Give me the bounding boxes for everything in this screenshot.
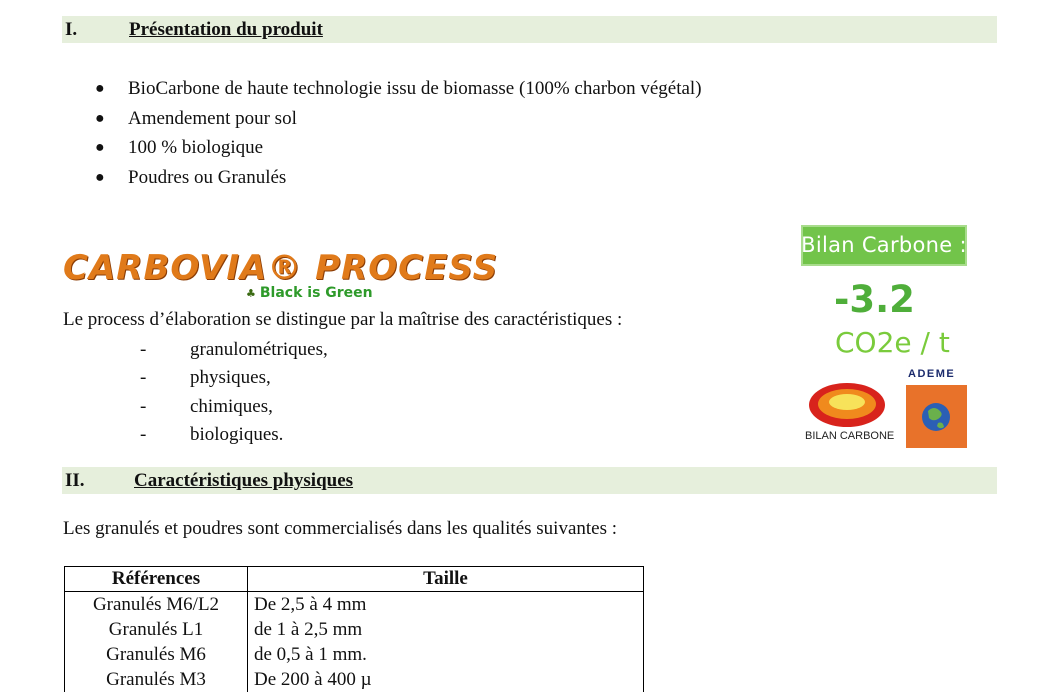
qualities-paragraph: Les granulés et poudres sont commercialisés dans les qualités suivantes :	[63, 518, 618, 539]
carbovia-logo	[63, 243, 499, 305]
table-row: Granulés L1 de 1 à 2,5 mm	[65, 617, 644, 642]
co2-unit: CO2e / t	[835, 326, 950, 359]
logo-tagline: ♣ Black is Green	[246, 285, 373, 301]
logo-wordmark: CARBOVIA® PROCESS	[63, 248, 499, 288]
ademe-label: ADEME	[908, 368, 956, 380]
table-row: Granulés M3 De 200 à 400 µ	[65, 667, 644, 692]
header-taille: Taille	[248, 567, 644, 592]
section-heading-2	[62, 467, 997, 494]
header-references: Références	[65, 567, 248, 592]
table-row: Granulés M6 de 0,5 à 1 mm.	[65, 642, 644, 667]
bullet-icon: ●	[95, 168, 105, 186]
intro-paragraph: Le process d’élaboration se distingue par la maîtrise des caractéristiques :	[63, 309, 623, 330]
bullet-icon: ●	[95, 109, 105, 127]
section-heading-1	[62, 16, 997, 43]
bilan-carbone-label: Bilan Carbone :	[801, 225, 967, 266]
references-table	[64, 566, 644, 692]
section-number: I.	[65, 19, 78, 40]
section-number: II.	[65, 470, 85, 491]
ademe-logo	[906, 385, 967, 448]
co2-value: -3.2	[834, 278, 915, 321]
leaf-icon: ♣	[246, 287, 256, 300]
bilan-carbone-caption: BILAN CARBONE	[805, 430, 895, 442]
bullet-icon: ●	[95, 139, 105, 156]
bullet-icon: ●	[95, 80, 105, 97]
table-row: Granulés M6/L2 De 2,5 à 4 mm	[65, 592, 644, 618]
section-title: Caractéristiques physiques	[134, 470, 354, 491]
table-header-row	[65, 567, 644, 592]
section-title: Présentation du produit	[129, 19, 323, 40]
